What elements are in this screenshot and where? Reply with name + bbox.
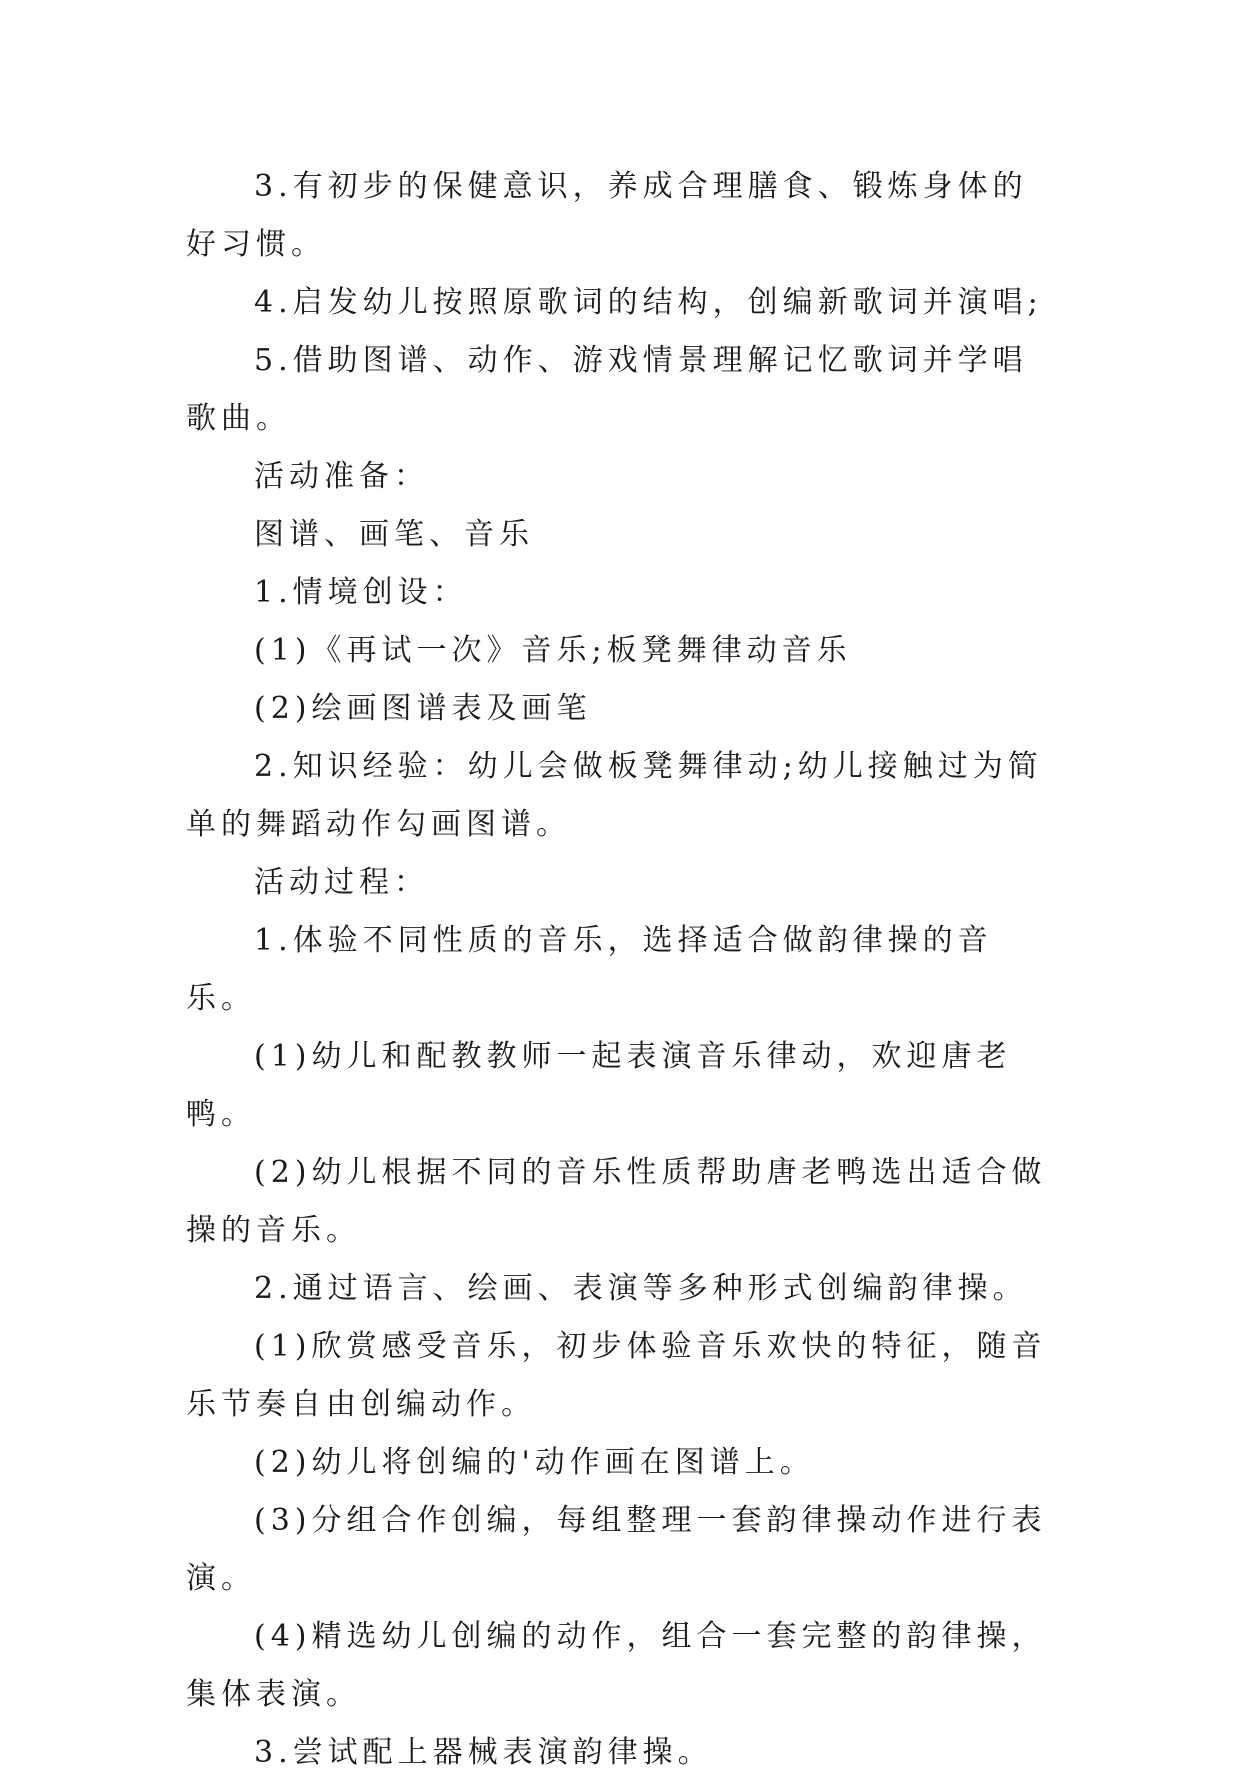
- paragraph: 5.借助图谱、动作、游戏情景理解记忆歌词并学唱歌曲。: [186, 343, 1028, 436]
- paragraph: 2.知识经验：幼儿会做板凳舞律动;幼儿接触过为简单的舞蹈动作勾画图谱。: [186, 749, 1043, 842]
- paragraph: (1)欣赏感受音乐，初步体验音乐欢快的特征，随音乐节奏自由创编动作。: [186, 1329, 1047, 1422]
- section-heading: 活动准备：: [254, 459, 429, 494]
- paragraph: (4)精选幼儿创编的动作，组合一套完整的韵律操，集体表演。: [186, 1619, 1047, 1712]
- paragraph: 4.启发幼儿按照原歌词的结构，创编新歌词并演唱;: [254, 285, 1043, 320]
- paragraph: 1.体验不同性质的音乐，选择适合做韵律操的音乐。: [186, 923, 993, 1016]
- paragraph: 1.情境创设：: [254, 575, 468, 610]
- paragraph: (3)分组合作创编，每组整理一套韵律操动作进行表演。: [186, 1503, 1047, 1596]
- section-heading: 活动过程：: [254, 865, 429, 900]
- paragraph: (2)绘画图谱表及画笔: [254, 691, 592, 726]
- paragraph: 图谱、画笔、音乐: [254, 517, 534, 552]
- paragraph: (2)幼儿根据不同的音乐性质帮助唐老鸭选出适合做操的音乐。: [186, 1155, 1047, 1248]
- paragraph: 3.尝试配上器械表演韵律操。: [254, 1735, 713, 1770]
- paragraph: (1)幼儿和配教教师一起表演音乐律动，欢迎唐老鸭。: [186, 1039, 1012, 1132]
- paragraph: (2)幼儿将创编的'动作画在图谱上。: [254, 1445, 815, 1480]
- document-body: [186, 158, 1056, 1782]
- paragraph: 3.有初步的保健意识，养成合理膳食、锻炼身体的好习惯。: [186, 169, 1028, 262]
- paragraph: 2.通过语言、绘画、表演等多种形式创编韵律操。: [254, 1271, 1028, 1306]
- paragraph: (1)《再试一次》音乐;板凳舞律动音乐: [254, 633, 852, 668]
